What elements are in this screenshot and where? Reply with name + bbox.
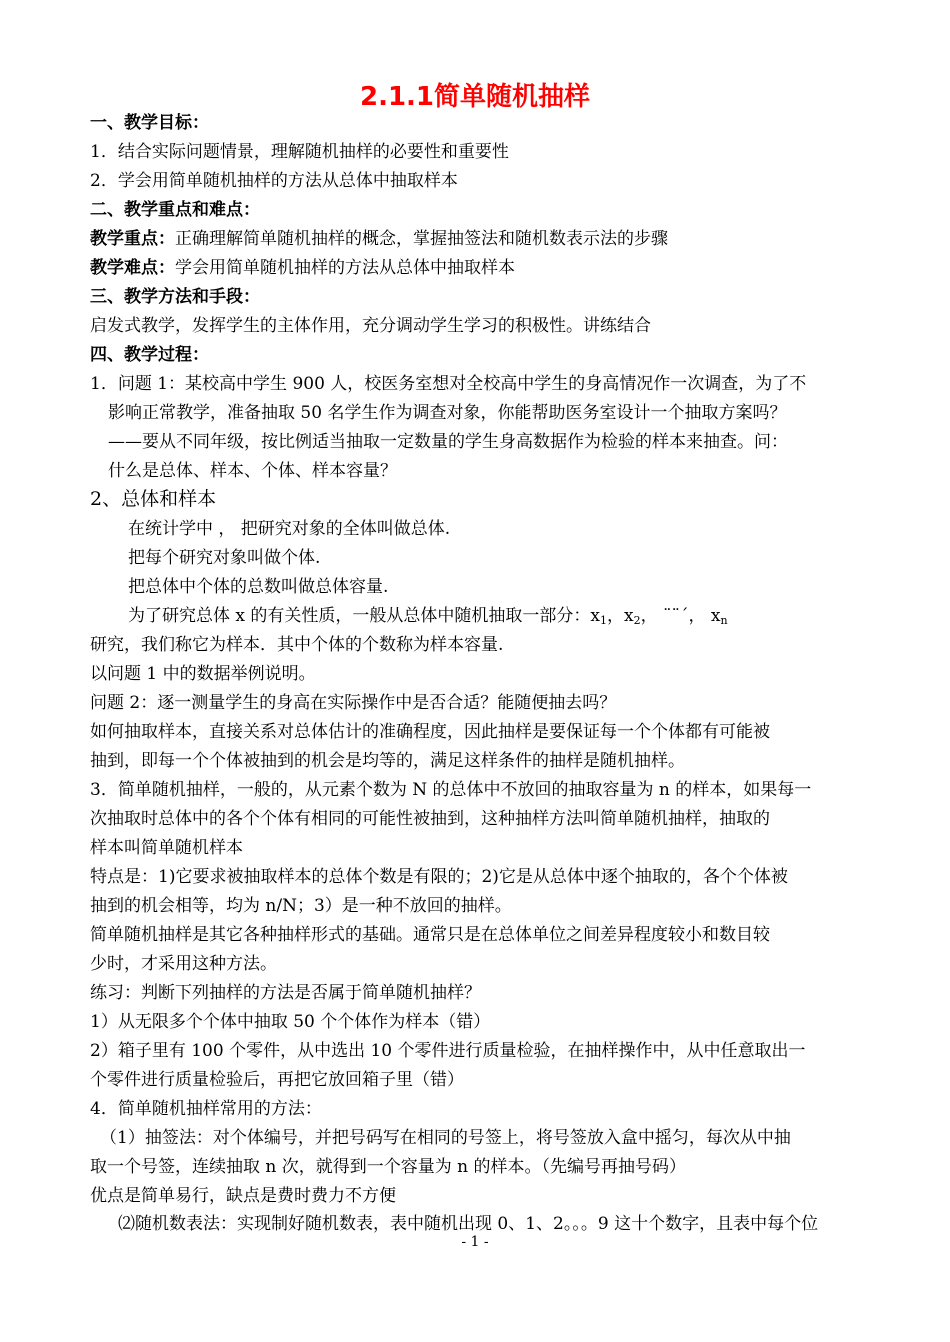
paragraph-line: 研究，我们称它为样本．其中个体的个数称为样本容量. — [90, 635, 504, 655]
subscript: n — [720, 614, 728, 627]
paragraph-line: ——要从不同年级，按比例适当抽取一定数量的学生身高数据作为检验的样本来抽查。问： — [108, 432, 788, 452]
paragraph-line: 少时，才采用这种方法。 — [90, 954, 277, 974]
subscript: 1 — [599, 614, 607, 627]
paragraph-line: 样本叫简单随机样本 — [90, 838, 243, 858]
paragraph-line: 3．简单随机抽样，一般的，从元素个数为 N 的总体中不放回的抽取容量为 n 的样本，如果每一 — [90, 780, 812, 800]
paragraph-line: 4．简单随机抽样常用的方法： — [90, 1099, 322, 1119]
objective-item: 1．结合实际问题情景，理解随机抽样的必要性和重要性 — [90, 142, 509, 162]
paragraph-line: 简单随机抽样是其它各种抽样形式的基础。通常只是在总体单位之间差异程度较小和数目较 — [90, 925, 770, 945]
objective-item: 2．学会用简单随机抽样的方法从总体中抽取样本 — [90, 171, 458, 191]
page-number: - 1 - — [461, 1234, 489, 1250]
paragraph-line: 抽到的机会相等，均为 n/N；3）是一种不放回的抽样。 — [90, 896, 512, 916]
key-point-line — [90, 226, 880, 252]
exercise-heading: 练习：判断下列抽样的方法是否属于简单随机抽样？ — [90, 983, 481, 1003]
exercise-item: 1）从无限多个个体中抽取 50 个个体作为样本（错） — [90, 1012, 491, 1032]
key-point-label: 教学重点： — [90, 229, 175, 249]
paragraph-line: （1）抽签法：对个体编号，并把号码写在相同的号签上，将号签放入盒中摇匀，每次从中抽 — [100, 1128, 791, 1148]
difficulty-label: 教学难点： — [90, 258, 175, 278]
paragraph-line: 取一个号签，连续抽取 n 次，就得到一个容量为 n 的样本。（先编号再抽号码） — [90, 1157, 687, 1177]
text-run: 为了研究总体 x 的有关性质，一般从总体中随机抽取一部分：x — [128, 606, 600, 626]
paragraph-line: 把每个研究对象叫做个体. — [128, 548, 321, 568]
paragraph-line: 1．问题 1：某校高中学生 900 人，校医务室想对全校高中学生的身高情况作一次调查，为了不 — [90, 374, 807, 394]
text-run: ， ¨¨ˊ， x — [640, 606, 721, 626]
paragraph-line: 抽到，即每一个个体被抽到的机会是均等的，满足这样条件的抽样是随机抽样。 — [90, 751, 685, 771]
key-point-text: 正确理解简单随机抽样的概念，掌握抽签法和随机数表示法的步骤 — [175, 229, 668, 249]
page-title: 2.1.1简单随机抽样 — [359, 82, 591, 112]
paragraph-line: 在统计学中 ， 把研究对象的全体叫做总体. — [128, 519, 451, 539]
subscript: 2 — [633, 614, 641, 627]
difficulty-text: 学会用简单随机抽样的方法从总体中抽取样本 — [175, 258, 515, 278]
section-heading-process: 四、教学过程： — [90, 345, 209, 365]
paragraph-line: 特点是：1)它要求被抽取样本的总体个数是有限的；2)它是从总体中逐个抽取的，各个个体被 — [90, 867, 788, 887]
sample-definition-line — [128, 603, 918, 634]
section-heading-objectives: 一、教学目标： — [90, 113, 209, 133]
paragraph-line: 问题 2：逐一测量学生的身高在实际操作中是否合适？能随便抽去吗？ — [90, 693, 617, 713]
section-heading-methods: 三、教学方法和手段： — [90, 287, 260, 307]
methods-text: 启发式教学，发挥学生的主体作用，充分调动学生学习的积极性。讲练结合 — [90, 316, 651, 336]
difficulty-line — [90, 255, 880, 281]
paragraph-line: 影响正常教学，准备抽取 50 名学生作为调查对象，你能帮助医务室设计一个抽取方案吗？ — [108, 403, 787, 423]
paragraph-line: 把总体中个体的总数叫做总体容量. — [128, 577, 389, 597]
exercise-item: 个零件进行质量检验后，再把它放回箱子里（错） — [90, 1070, 464, 1090]
paragraph-line: 什么是总体、样本、个体、样本容量？ — [108, 461, 397, 481]
paragraph-line: 如何抽取样本，直接关系对总体估计的准确程度，因此抽样是要保证每一个个体都有可能被 — [90, 722, 770, 742]
paragraph-line: 以问题 1 中的数据举例说明。 — [90, 664, 316, 684]
text-run: ，x — [606, 606, 634, 626]
section-heading-key-points: 二、教学重点和难点： — [90, 200, 260, 220]
paragraph-line: ⑵随机数表法：实现制好随机数表，表中随机出现 0、1、2。。。9 这十个数字，且表中每个位 — [118, 1214, 819, 1234]
paragraph-line: 优点是简单易行，缺点是费时费力不方便 — [90, 1186, 396, 1206]
subsection-heading: 2、总体和样本 — [90, 488, 217, 510]
exercise-item: 2）箱子里有 100 个零件，从中选出 10 个零件进行质量检验，在抽样操作中，从中任意取出一 — [90, 1041, 806, 1061]
paragraph-line: 次抽取时总体中的各个个体有相同的可能性被抽到，这种抽样方法叫简单随机抽样，抽取的 — [90, 809, 770, 829]
